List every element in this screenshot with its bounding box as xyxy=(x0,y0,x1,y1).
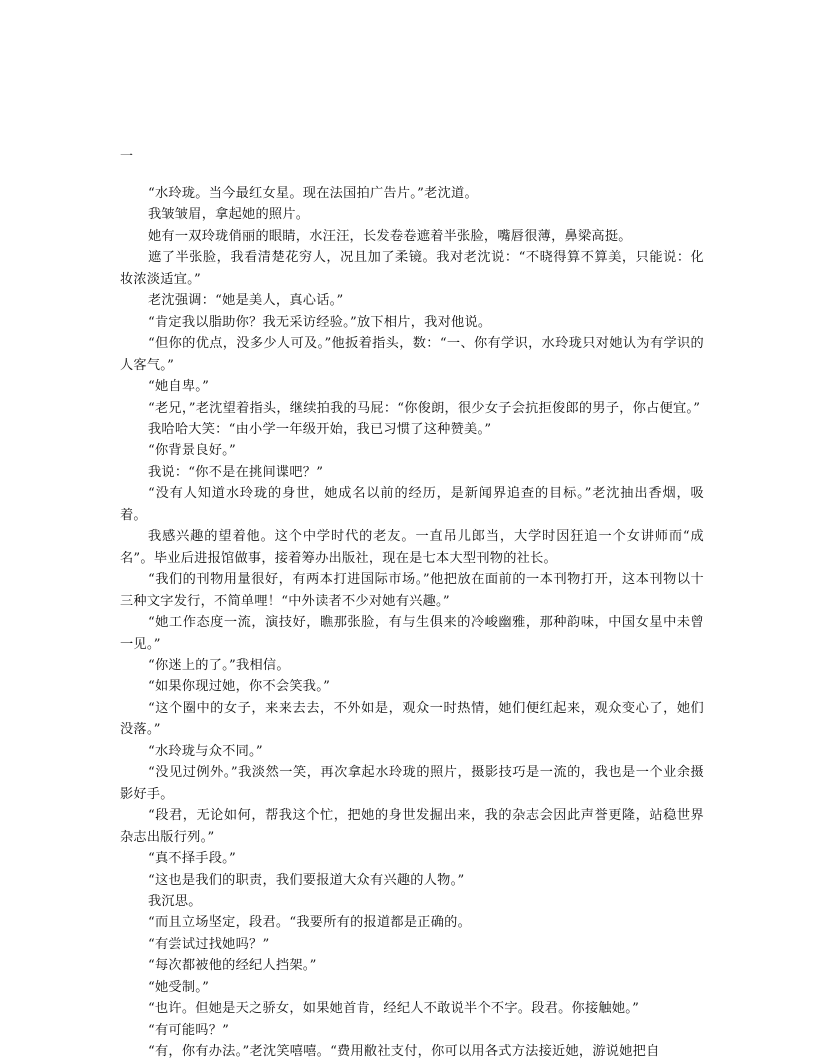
paragraph: “她工作态度一流，演技好，瞧那张脸，有与生俱来的冷峻幽雅，那种韵味，中国女星中未曾一见。” xyxy=(120,615,704,652)
paragraph: 我皱皱眉，拿起她的照片。 xyxy=(148,207,310,223)
paragraph: “有尝试过找她吗？” xyxy=(148,936,270,952)
paragraph: “她受制。” xyxy=(148,979,210,995)
paragraph: 老沈强调：“她是美人，真心话。” xyxy=(148,293,344,309)
paragraph: “有可能吗？” xyxy=(148,1022,230,1038)
paragraph: “我们的刊物用量很好，有两本打进国际市场。”他把放在面前的一本刊物打开，这本刊物以十三种文字发行，不简单哩！“中外读者不少对她有兴趣。” xyxy=(120,572,704,609)
paragraph: 我沉思。 xyxy=(148,893,202,909)
body-text xyxy=(120,183,704,1063)
paragraph: “肯定我以脂助你？我无采访经验。”放下相片，我对他说。 xyxy=(148,314,492,330)
chapter-mark: 一 xyxy=(120,149,134,164)
paragraph: “水玲珑与众不同。” xyxy=(148,743,263,759)
paragraph: “真不择手段。” xyxy=(148,851,237,867)
paragraph: “没见过例外。”我淡然一笑，再次拿起水玲珑的照片，摄影技巧是一流的，我也是一个业余摄影好手。 xyxy=(120,765,704,802)
paragraph: “也许。但她是天之骄女，如果她首肯，经纪人不敢说半个不字。段君。你接触她。” xyxy=(148,1001,640,1017)
paragraph: “水玲珑。当今最红女星。现在法国拍广告片。”老沈道。 xyxy=(148,186,478,201)
paragraph: 我说：“你不是在挑间谍吧？” xyxy=(148,464,324,480)
paragraph: 她有一双玲珑俏丽的眼睛，水汪汪，长发卷卷遮着半张脸，嘴唇很薄，鼻梁高挺。 xyxy=(148,228,632,244)
paragraph: “你迷上的了。”我相信。 xyxy=(148,657,290,673)
paragraph: “如果你现过她，你不会笑我。” xyxy=(148,679,331,695)
paragraph: 我感兴趣的望着他。这个中学时代的老友。一直吊儿郎当，大学时因狂追一个女讲师而“成名”。毕业后进报馆做事，接着筹办出版社，现在是七本大型刊物的社长。 xyxy=(120,529,704,566)
paragraph: “没有人知道水玲珑的身世，她成名以前的经历，是新闻界追查的目标。”老沈抽出香烟，吸着。 xyxy=(120,486,704,523)
paragraph: “每次都被他的经纪人挡架。” xyxy=(148,958,317,974)
paragraph: “这个圈中的女子，来来去去，不外如是，观众一时热情，她们便红起来，观众变心了，她们没落。” xyxy=(120,700,704,738)
paragraph: “你背景良好。” xyxy=(148,443,237,459)
paragraph: “但你的优点，没多少人可及。”他扳着指头，数：“一、你有学识，水玲珑只对她认为有学识的人客气。” xyxy=(120,336,704,373)
paragraph: “段君，无论如何，帮我这个忙，把她的身世发掘出来，我的杂志会因此声誉更隆，站稳世界杂志出版行列。” xyxy=(120,808,704,845)
paragraph: “有，你有办法。”老沈笑嘻嘻。“费用敝社支付，你可以用各式方法接近她，游说她把自 xyxy=(148,1044,660,1060)
paragraph: “这也是我们的职责，我们要报道大众有兴趣的人物。” xyxy=(148,872,465,888)
paragraph: “老兄，”老沈望着指头，继续拍我的马屁：“你俊朗，很少女子会抗拒俊郎的男子，你占便宜。” xyxy=(148,400,701,416)
paragraph: 遮了半张脸，我看清楚花穷人，况且加了柔镜。我对老沈说：“不晓得算不算美，只能说：化妆浓淡适宜。” xyxy=(120,250,704,287)
paragraph: 我哈哈大笑：“由小学一年级开始，我已习惯了这种赞美。” xyxy=(148,421,492,437)
paragraph: “而且立场坚定，段君。“我要所有的报道都是正确的。 xyxy=(148,915,472,931)
paragraph: “她自卑。” xyxy=(148,379,210,395)
